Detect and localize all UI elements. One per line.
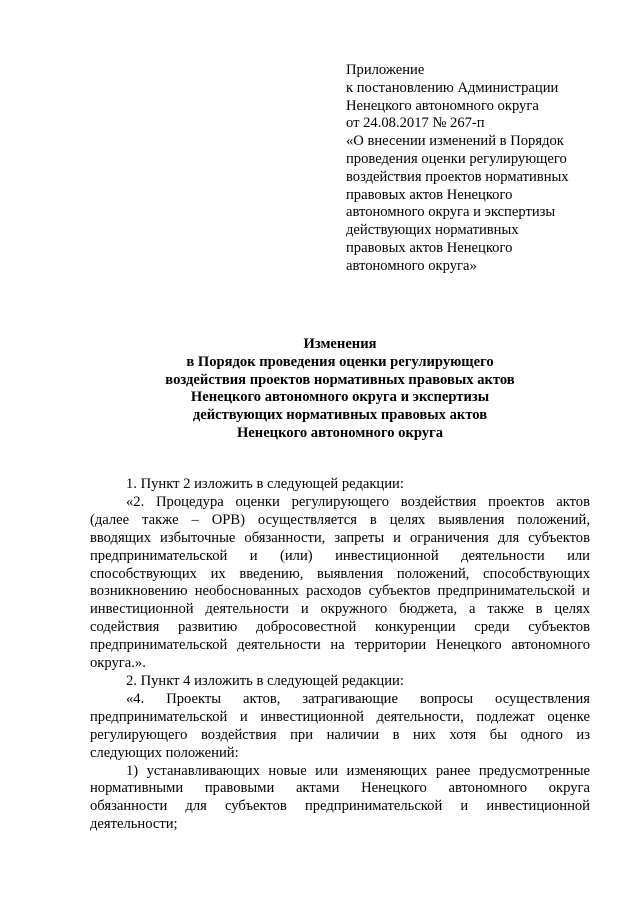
appendix-line: к постановлению Администрации: [346, 79, 559, 96]
appendix-line: автономного округа»: [346, 257, 477, 274]
text-line: предпринимательской деятельности на территории Ненецкого автономного: [90, 637, 590, 654]
appendix-line: воздействия проектов нормативных: [346, 168, 569, 185]
item2-paragraph: [90, 691, 590, 709]
item1-heading: 1. Пункт 2 изложить в следующей редакции:: [126, 476, 404, 492]
text-line: «4. Проекты актов, затрагивающие вопросы осуществления: [126, 690, 590, 707]
appendix-line: от 24.08.2017 № 267-п: [346, 115, 485, 132]
text-line: предпринимательской и инвестиционной деятельности, подлежат оценке: [90, 708, 590, 725]
document-body: [90, 476, 590, 834]
text-line: нормативными правовыми актами Ненецкого автономного округа: [90, 780, 590, 797]
text-line: инвестиционной деятельности и окружного бюджета, а также в целях: [90, 601, 590, 618]
text-line: деятельности;: [90, 816, 178, 833]
appendix-line: действующих нормативных: [346, 222, 519, 239]
text-line: (далее также – ОРВ) осуществляется в целях выявления положений,: [90, 511, 590, 528]
item2-heading: 2. Пункт 4 изложить в следующей редакции:: [126, 672, 404, 689]
text-line: предпринимательской и (или) инвестиционной деятельности или: [90, 547, 590, 564]
text-line: содействия развитию добросовестной конкуренции среди субъектов: [90, 619, 590, 636]
text-line: 1) устанавливающих новые или изменяющих ранее предусмотренные: [126, 762, 590, 779]
text-line: возникновению необоснованных расходов субъектов предпринимательской и: [90, 583, 590, 600]
appendix-line: «О внесении изменений в Порядок: [346, 133, 564, 150]
appendix-line: правовых актов Ненецкого: [346, 186, 513, 203]
title-line: Ненецкого автономного округа: [236, 424, 444, 441]
appendix-line: Приложение: [346, 62, 425, 78]
text-line: обязанности для субъектов предпринимательской и инвестиционной: [90, 798, 590, 815]
appendix-line: Ненецкого автономного округа: [346, 97, 539, 114]
text-line: следующих положений:: [90, 744, 239, 761]
item1-paragraph-cont: [90, 512, 590, 673]
title-line: воздействия проектов нормативных правовых актов: [165, 371, 515, 388]
title-line: действующих нормативных правовых актов: [192, 407, 488, 424]
text-line: вводящих избыточные обязанности, запреты и ограничения для субъектов: [90, 529, 590, 546]
title-line: Ненецкого автономного округа и экспертизы: [190, 389, 490, 406]
document-title: [90, 336, 590, 443]
text-line: регулирующего воздействия при наличии в них хотя бы одного из: [90, 726, 590, 743]
subitem1-paragraph-cont: [90, 780, 590, 834]
appendix-header: [346, 62, 606, 276]
title-line: в Порядок проведения оценки регулирующего: [186, 353, 494, 370]
subitem1-paragraph: [90, 763, 590, 781]
appendix-line: проведения оценки регулирующего: [346, 150, 567, 167]
item1-paragraph: [90, 494, 590, 512]
item2-paragraph-cont: [90, 709, 590, 763]
title-line: Изменения: [303, 336, 377, 352]
text-line: способствующих их введению, выявления положений, способствующих: [90, 565, 590, 582]
text-line: округа.».: [90, 655, 146, 672]
text-line: «2. Процедура оценки регулирующего воздействия проектов актов: [126, 493, 590, 510]
appendix-line: автономного округа и экспертизы: [346, 204, 556, 221]
appendix-line: правовых актов Ненецкого: [346, 239, 513, 256]
